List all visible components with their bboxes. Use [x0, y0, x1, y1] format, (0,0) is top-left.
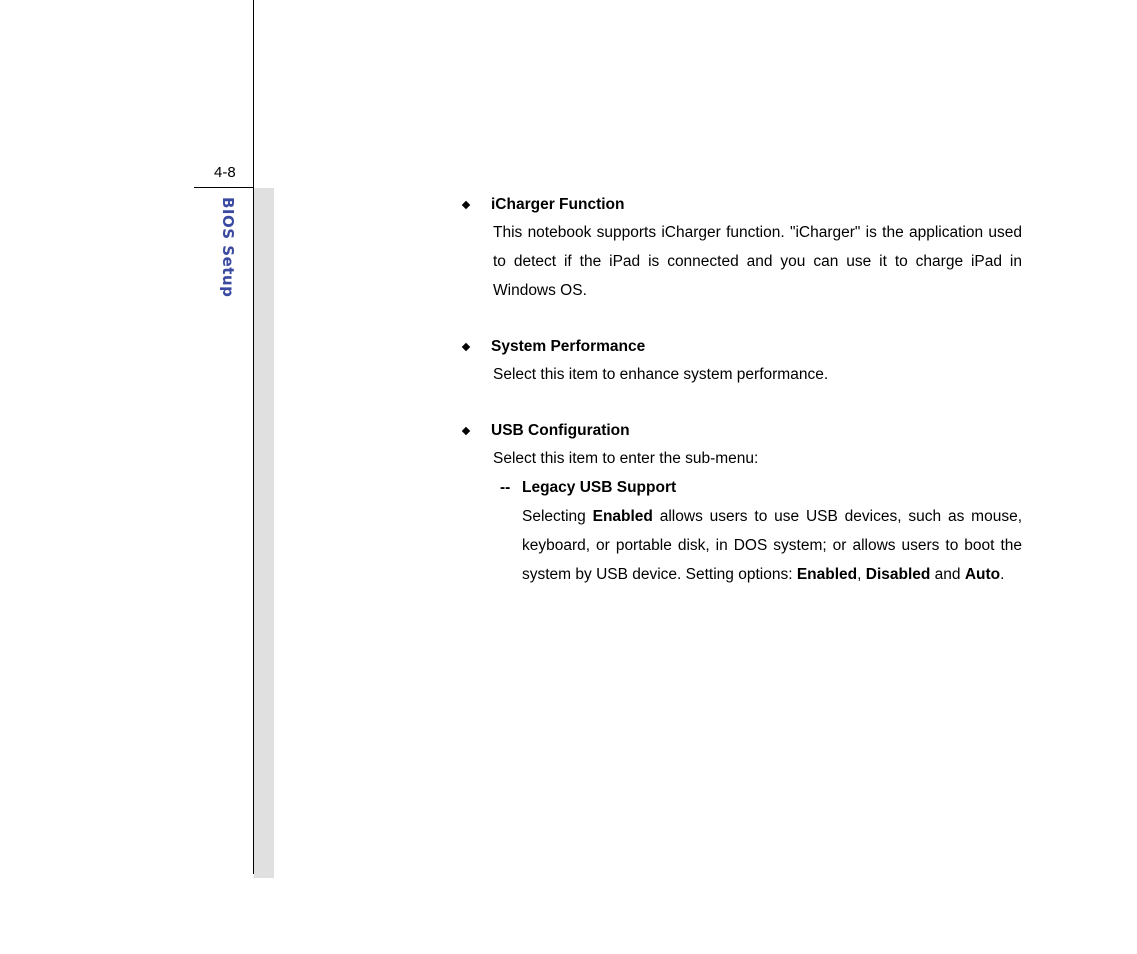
- page-number-rule: [194, 187, 254, 188]
- section-system-performance: [462, 334, 1022, 389]
- text-run: and: [930, 566, 965, 583]
- section-title: System Performance: [491, 338, 646, 355]
- option-auto: Auto: [964, 566, 1001, 583]
- section-heading: [462, 192, 1022, 218]
- section-text: This notebook supports iCharger function. "iCharger" is the application used to detect if the iPad is connected and you can use it to charge iPad in Windows OS.: [493, 224, 1022, 299]
- section-heading: [462, 418, 1022, 444]
- diamond-bullet-icon: [462, 343, 470, 351]
- text-run: allows users to use USB devices, such as mouse, keyboard, or portable disk, in DOS system; or allows users to boot the system by USB device. Setting options:: [522, 508, 1022, 583]
- section-icharger-function: [462, 192, 1022, 305]
- diamond-bullet-icon: [462, 201, 470, 209]
- subitem-text: [522, 502, 1022, 589]
- section-title: USB Configuration: [491, 422, 630, 439]
- chapter-title: BIOS Setup: [219, 197, 237, 298]
- diamond-bullet-icon: [462, 427, 470, 435]
- section-text: Select this item to enhance system performance.: [493, 366, 829, 383]
- option-disabled: Disabled: [865, 566, 931, 583]
- subitem-heading: [500, 473, 1022, 502]
- option-enabled: Enabled: [592, 508, 653, 525]
- subitem-legacy-usb-support: [500, 473, 1022, 589]
- dash-marker: --: [500, 479, 511, 496]
- page-number: 4-8: [214, 164, 236, 181]
- section-title: iCharger Function: [491, 196, 625, 213]
- option-enabled: Enabled: [796, 566, 858, 583]
- text-run: .: [1000, 566, 1005, 583]
- section-usb-configuration: [462, 418, 1022, 589]
- text-run: ,: [857, 566, 866, 583]
- section-heading: [462, 334, 1022, 360]
- main-content: [462, 192, 1022, 618]
- text-run: Selecting: [522, 508, 593, 525]
- subitem-title: Legacy USB Support: [522, 479, 677, 496]
- side-gray-bar: [254, 188, 274, 878]
- section-text: Select this item to enter the sub-menu:: [493, 450, 759, 467]
